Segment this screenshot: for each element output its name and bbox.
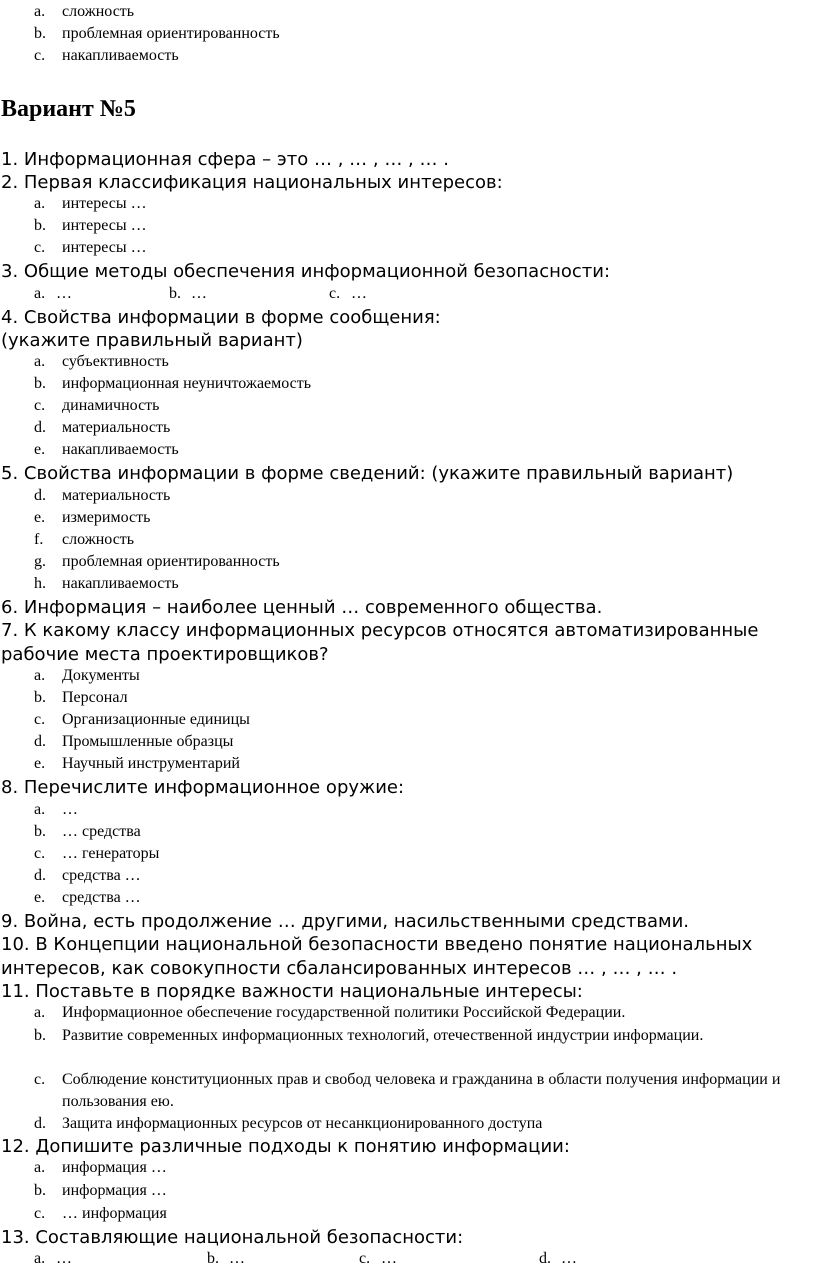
option-text: информационная неуничтожаемость: [62, 375, 312, 392]
list-item: [34, 486, 170, 506]
option-text: …: [229, 1250, 245, 1267]
option-text: интересы …: [62, 217, 147, 234]
option-letter: c.: [34, 711, 46, 728]
option-letter: d.: [34, 487, 46, 504]
list-item: [34, 24, 280, 44]
list-item: [34, 1025, 794, 1047]
option-letter: d.: [34, 867, 46, 884]
question-13: 13. Составляющие национальной безопасности:: [1, 1227, 464, 1248]
option-text: Соблюдение конституционных прав и свобод человека и гражданина в области получения информации и пользования ею.: [62, 1071, 781, 1110]
option-letter: c.: [359, 1250, 371, 1267]
option-letter: d.: [34, 1115, 46, 1132]
option-letter: g.: [34, 553, 46, 570]
option-text: …: [191, 285, 207, 302]
option-text: проблемная ориентированность: [62, 553, 280, 570]
option-letter: e.: [34, 889, 46, 906]
option-letter: b.: [34, 375, 46, 392]
option-text: Развитие современных информационных технологий, отечественной индустрии информации.: [62, 1027, 704, 1044]
option-text: материальность: [62, 419, 171, 436]
option-text: …: [56, 1250, 72, 1267]
option-text: средства …: [62, 889, 141, 906]
option-letter: a.: [34, 195, 46, 212]
list-item: [34, 284, 72, 304]
question-6: 6. Информация – наиболее ценный … современного общества.: [1, 597, 603, 618]
option-text: Информационное обеспечение государственной политики Российской Федерации.: [62, 1004, 626, 1021]
option-text: накапливаемость: [62, 441, 179, 458]
option-letter: b.: [169, 285, 181, 302]
option-letter: b.: [207, 1250, 219, 1267]
question-12: 12. Допишите различные подходы к понятию информации:: [1, 1136, 570, 1157]
list-item: [34, 194, 147, 214]
option-letter: c.: [34, 1205, 46, 1222]
option-text: …: [56, 285, 72, 302]
question-10: 10. В Концепции национальной безопасности введено понятие национальных интересов, как совокупности сбалансированных интересов … , … , … .: [1, 934, 753, 979]
option-letter: c.: [34, 845, 46, 862]
list-item: [34, 574, 179, 594]
question-4: 4. Свойства информации в форме сообщения:: [1, 307, 441, 328]
list-item: [34, 666, 140, 686]
option-letter: b.: [34, 1182, 46, 1199]
option-text: интересы …: [62, 195, 147, 212]
option-letter: b.: [34, 823, 46, 840]
list-item: [34, 46, 179, 66]
option-text: субъективность: [62, 353, 169, 370]
list-item: [34, 732, 233, 752]
question-9: 9. Война, есть продолжение … другими, насильственными средствами.: [1, 911, 690, 932]
option-text: материальность: [62, 487, 171, 504]
option-text: Промышленные образцы: [62, 733, 234, 750]
option-text: …: [351, 285, 367, 302]
list-item: [34, 418, 170, 438]
option-text: сложность: [62, 3, 135, 20]
list-item: [207, 1249, 245, 1269]
option-letter: a.: [34, 1159, 46, 1176]
list-item: [34, 822, 141, 842]
option-text: информация …: [62, 1159, 167, 1176]
option-text: Персонал: [62, 689, 128, 706]
option-letter: a.: [34, 667, 46, 684]
list-item: [169, 284, 207, 304]
option-text: измеримость: [62, 509, 151, 526]
option-letter: a.: [34, 801, 46, 818]
question-2: 2. Первая классификация национальных интересов:: [1, 172, 503, 193]
option-letter: e.: [34, 755, 46, 772]
question-7: 7. К какому классу информационных ресурсов относятся автоматизированные рабочие места проектировщиков?: [1, 620, 759, 665]
list-item: [34, 844, 159, 864]
option-letter: d.: [539, 1250, 551, 1267]
option-letter: a.: [34, 285, 46, 302]
list-item: [34, 1002, 794, 1024]
option-letter: d.: [34, 733, 46, 750]
list-item: [34, 552, 280, 572]
list-item: [34, 440, 179, 460]
option-letter: c.: [329, 285, 341, 302]
list-item: [34, 508, 150, 528]
option-text: Организационные единицы: [62, 711, 250, 728]
option-text: динамичность: [62, 397, 160, 414]
option-text: сложность: [62, 531, 135, 548]
list-item: [34, 688, 128, 708]
list-item: [34, 1204, 167, 1224]
option-letter: b.: [34, 217, 46, 234]
option-text: информация …: [62, 1182, 167, 1199]
option-text: …: [381, 1250, 397, 1267]
list-item: [34, 754, 240, 774]
list-item: [34, 1069, 794, 1113]
question-11: 11. Поставьте в порядке важности национальные интересы:: [1, 981, 583, 1002]
option-text: интересы …: [62, 239, 147, 256]
option-letter: a.: [34, 3, 46, 20]
list-item: [34, 352, 169, 372]
option-letter: c.: [34, 47, 46, 64]
option-letter: b.: [34, 689, 46, 706]
list-item: [34, 1249, 72, 1269]
option-text: Документы: [62, 667, 140, 684]
option-text: накапливаемость: [62, 47, 179, 64]
option-text: … средства: [62, 823, 141, 840]
option-text: … генераторы: [62, 845, 160, 862]
list-item: [539, 1249, 577, 1269]
option-text: накапливаемость: [62, 575, 179, 592]
list-item: [34, 396, 159, 416]
option-text: средства …: [62, 867, 141, 884]
option-letter: a.: [34, 353, 46, 370]
list-item: [34, 1158, 167, 1178]
list-item: [34, 238, 147, 258]
list-item: [34, 710, 250, 730]
question-3: 3. Общие методы обеспечения информационной безопасности:: [1, 261, 611, 282]
question-5: 5. Свойства информации в форме сведений: (укажите правильный вариант): [1, 463, 734, 484]
option-letter: b.: [34, 25, 46, 42]
list-item: [34, 800, 78, 820]
question-4-note: (укажите правильный вариант): [1, 330, 303, 351]
list-item: [34, 374, 311, 394]
option-text: проблемная ориентированность: [62, 25, 280, 42]
option-text: … информация: [62, 1205, 167, 1222]
list-item: [34, 1113, 794, 1135]
option-text: …: [62, 801, 78, 818]
list-item: [34, 216, 147, 236]
option-text: Защита информационных ресурсов от несанкционированного доступа: [62, 1115, 543, 1132]
list-item: [359, 1249, 397, 1269]
option-letter: f.: [34, 531, 44, 548]
option-letter: a.: [34, 1250, 46, 1267]
option-letter: e.: [34, 509, 46, 526]
option-letter: e.: [34, 441, 46, 458]
option-letter: a.: [34, 1004, 46, 1021]
list-item: [34, 1181, 167, 1201]
option-letter: d.: [34, 419, 46, 436]
option-text: Научный инструментарий: [62, 755, 240, 772]
list-item: [34, 866, 141, 886]
list-item: [34, 2, 134, 22]
option-letter: h.: [34, 575, 46, 592]
question-1: 1. Информационная сфера – это … , … , … , … .: [1, 149, 449, 170]
list-item: [34, 530, 134, 550]
option-letter: b.: [34, 1027, 46, 1044]
option-letter: c.: [34, 239, 46, 256]
list-item: [34, 888, 141, 908]
page-title: Вариант №5: [1, 96, 136, 122]
question-8: 8. Перечислите информационное оружие:: [1, 777, 405, 798]
option-letter: c.: [34, 1071, 46, 1088]
list-item: [329, 284, 367, 304]
option-text: …: [561, 1250, 577, 1267]
option-letter: c.: [34, 397, 46, 414]
